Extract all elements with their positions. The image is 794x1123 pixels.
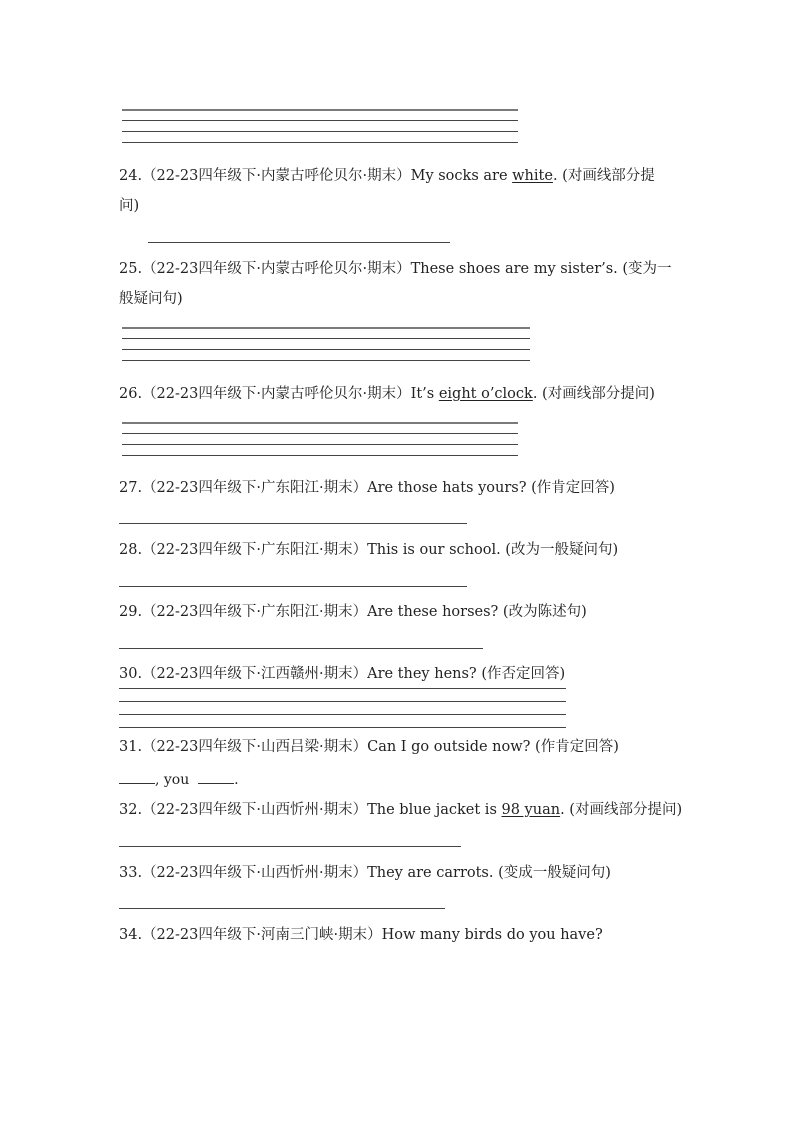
question-text: Can I go outside now? (作肯定回答) xyxy=(367,739,619,755)
question-33 xyxy=(119,863,679,883)
answer-line xyxy=(122,422,518,424)
answer-line xyxy=(122,444,518,445)
question-29 xyxy=(119,602,679,622)
question-number: 34. xyxy=(119,927,143,943)
question-24 xyxy=(119,166,679,186)
answer-line xyxy=(122,433,518,434)
underlined-text: eight o’clock xyxy=(438,386,533,402)
answer-blank[interactable] xyxy=(198,769,234,784)
question-34 xyxy=(119,925,679,945)
question-instruction: . (对画线部分提问) xyxy=(560,802,683,818)
question-source: （22-23四年级下·广东阳江·期末） xyxy=(142,542,368,558)
answer-line xyxy=(119,586,467,587)
question-25 xyxy=(119,259,679,279)
question-number: 32. xyxy=(119,802,143,818)
answer-line xyxy=(122,109,518,111)
question-27 xyxy=(119,478,679,498)
underlined-text: 98 yuan xyxy=(501,802,561,818)
question-source: （22-23四年级下·广东阳江·期末） xyxy=(142,480,368,496)
question-source: （22-23四年级下·江西赣州·期末） xyxy=(142,666,368,682)
question-instruction: . (对画线部分提问) xyxy=(532,386,655,402)
answer-text: , you xyxy=(155,772,190,788)
question-number: 29. xyxy=(119,604,143,620)
question-text: The blue jacket is xyxy=(367,802,502,818)
question-instruction: . (对画线部分提 xyxy=(552,168,655,184)
question-31 xyxy=(119,737,679,757)
question-26 xyxy=(119,384,679,404)
answer-line xyxy=(119,648,483,649)
answer-line xyxy=(122,327,530,329)
question-number: 30. xyxy=(119,666,143,682)
question-source: （22-23四年级下·山西忻州·期末） xyxy=(142,865,368,881)
answer-blank[interactable] xyxy=(119,769,155,784)
question-number: 26. xyxy=(119,386,143,402)
answer-line xyxy=(122,131,518,132)
answer-line xyxy=(122,142,518,143)
question-text: It’s xyxy=(410,386,439,402)
answer-line xyxy=(119,908,445,909)
question-number: 27. xyxy=(119,480,143,496)
answer-line xyxy=(122,120,518,121)
question-text: They are carrots. (变成一般疑问句) xyxy=(367,865,611,881)
question-continuation: 问) xyxy=(119,198,140,214)
question-32 xyxy=(119,800,683,820)
question-source: （22-23四年级下·广东阳江·期末） xyxy=(142,604,368,620)
question-text: My socks are xyxy=(410,168,513,184)
answer-line xyxy=(119,714,566,715)
question-30 xyxy=(119,664,679,684)
question-text: Are those hats yours? (作肯定回答) xyxy=(367,480,615,496)
answer-line xyxy=(119,846,461,847)
answer-line xyxy=(122,349,530,350)
question-number: 25. xyxy=(119,261,143,277)
question-source: （22-23四年级下·内蒙古呼伦贝尔·期末） xyxy=(142,168,411,184)
question-28 xyxy=(119,540,679,560)
answer-line xyxy=(119,701,566,702)
answer-line xyxy=(122,455,518,456)
answer-line xyxy=(119,688,566,689)
question-text: Are they hens? (作否定回答) xyxy=(367,666,566,682)
question-number: 24. xyxy=(119,168,143,184)
question-source: （22-23四年级下·内蒙古呼伦贝尔·期末） xyxy=(142,386,411,402)
question-number: 33. xyxy=(119,865,143,881)
question-text: These shoes are my sister’s. (变为一 xyxy=(410,261,672,277)
answer-line xyxy=(119,523,467,524)
answer-line xyxy=(122,338,530,339)
answer-template xyxy=(119,769,239,790)
question-text: Are these horses? (改为陈述句) xyxy=(367,604,587,620)
answer-line xyxy=(148,242,450,243)
question-source: （22-23四年级下·河南三门峡·期末） xyxy=(142,927,382,943)
question-number: 28. xyxy=(119,542,143,558)
question-text: This is our school. (改为一般疑问句) xyxy=(367,542,619,558)
question-text: How many birds do you have? xyxy=(381,927,603,943)
question-number: 31. xyxy=(119,739,143,755)
answer-line xyxy=(122,360,530,361)
answer-period: . xyxy=(234,772,239,788)
question-source: （22-23四年级下·山西忻州·期末） xyxy=(142,802,368,818)
question-source: （22-23四年级下·山西吕梁·期末） xyxy=(142,739,368,755)
question-continuation: 般疑问句) xyxy=(119,291,183,307)
underlined-text: white xyxy=(512,168,553,184)
answer-line xyxy=(119,727,566,728)
question-source: （22-23四年级下·内蒙古呼伦贝尔·期末） xyxy=(142,261,411,277)
